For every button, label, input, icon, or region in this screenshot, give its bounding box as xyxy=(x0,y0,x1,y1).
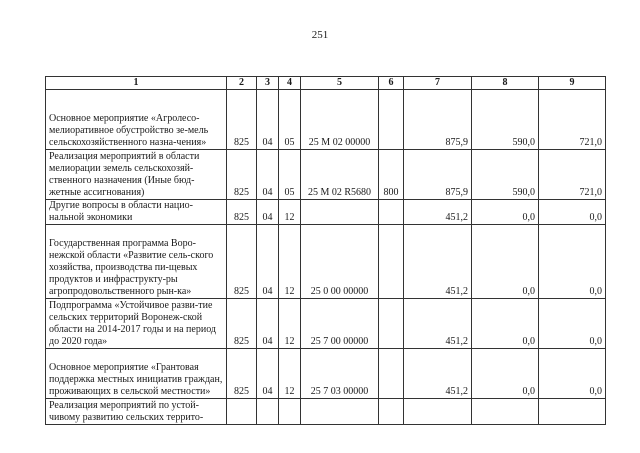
cell-ministry: 825 xyxy=(227,299,257,349)
cell-amount-3: 0,0 xyxy=(539,225,606,299)
row-name: Реализация мероприятий по устой-чивому развитию сельских террито- xyxy=(46,399,227,425)
cell-subsection: 05 xyxy=(279,90,301,150)
cell-section: 04 xyxy=(257,225,279,299)
cell-section: 04 xyxy=(257,200,279,225)
cell-amount-3: 721,0 xyxy=(539,150,606,200)
column-header: 9 xyxy=(539,77,606,90)
cell-target-article: 25 7 03 00000 xyxy=(301,349,379,399)
table-row xyxy=(46,299,606,349)
column-header: 7 xyxy=(404,77,472,90)
cell-ministry: 825 xyxy=(227,90,257,150)
cell-subsection: 12 xyxy=(279,349,301,399)
cell-amount-2 xyxy=(472,399,539,425)
column-header: 6 xyxy=(379,77,404,90)
cell-section: 04 xyxy=(257,299,279,349)
cell-ministry: 825 xyxy=(227,349,257,399)
column-header: 4 xyxy=(279,77,301,90)
column-header: 1 xyxy=(46,77,227,90)
cell-expense-type xyxy=(379,225,404,299)
cell-expense-type xyxy=(379,349,404,399)
column-header: 8 xyxy=(472,77,539,90)
cell-amount-2: 0,0 xyxy=(472,299,539,349)
cell-target-article: 25 7 00 00000 xyxy=(301,299,379,349)
cell-section: 04 xyxy=(257,349,279,399)
cell-section: 04 xyxy=(257,90,279,150)
cell-subsection xyxy=(279,399,301,425)
cell-amount-3: 0,0 xyxy=(539,349,606,399)
row-name: Другие вопросы в области нацио-нальной экономики xyxy=(46,200,227,225)
page-number: 251 xyxy=(311,29,329,41)
cell-amount-1: 875,9 xyxy=(404,150,472,200)
row-name: Государственная программа Воро-нежской области «Развитие сель-ского хозяйства, производства пи-щевых продуктов и инфраструкту-ры агропродовольственного рын-ка» xyxy=(46,225,227,299)
table-row xyxy=(46,349,606,399)
cell-expense-type xyxy=(379,90,404,150)
cell-target-article: 25 М 02 R5680 xyxy=(301,150,379,200)
cell-amount-1: 875,9 xyxy=(404,90,472,150)
column-header: 3 xyxy=(257,77,279,90)
row-name: Подпрограмма «Устойчивое разви-тие сельских территорий Воронеж-ской области на 2014-2017 годы и на период до 2020 года» xyxy=(46,299,227,349)
cell-amount-1: 451,2 xyxy=(404,349,472,399)
table-row xyxy=(46,200,606,225)
cell-amount-2: 590,0 xyxy=(472,150,539,200)
cell-ministry: 825 xyxy=(227,150,257,200)
row-name: Реализация мероприятий в области мелиорации земель сельскохозяй-ственного назначения (Иные бюд-жетные ассигнования) xyxy=(46,150,227,200)
column-header: 5 xyxy=(301,77,379,90)
table-row xyxy=(46,150,606,200)
cell-subsection: 12 xyxy=(279,299,301,349)
table-row xyxy=(46,90,606,150)
cell-amount-3 xyxy=(539,399,606,425)
cell-amount-2: 0,0 xyxy=(472,200,539,225)
budget-table xyxy=(45,76,606,425)
cell-target-article xyxy=(301,200,379,225)
cell-amount-3: 0,0 xyxy=(539,299,606,349)
cell-subsection: 05 xyxy=(279,150,301,200)
cell-expense-type xyxy=(379,399,404,425)
cell-amount-3: 721,0 xyxy=(539,90,606,150)
cell-amount-1: 451,2 xyxy=(404,225,472,299)
cell-section: 04 xyxy=(257,150,279,200)
table-row xyxy=(46,225,606,299)
header-row xyxy=(46,77,606,90)
cell-target-article: 25 0 00 00000 xyxy=(301,225,379,299)
cell-amount-1 xyxy=(404,399,472,425)
cell-amount-1: 451,2 xyxy=(404,200,472,225)
cell-target-article xyxy=(301,399,379,425)
table-row xyxy=(46,399,606,425)
cell-target-article: 25 М 02 00000 xyxy=(301,90,379,150)
cell-amount-2: 590,0 xyxy=(472,90,539,150)
row-name: Основное мероприятие «Грантовая поддержка местных инициатив граждан, проживающих в сельской местности» xyxy=(46,349,227,399)
cell-amount-2: 0,0 xyxy=(472,225,539,299)
cell-section xyxy=(257,399,279,425)
cell-ministry: 825 xyxy=(227,200,257,225)
cell-amount-1: 451,2 xyxy=(404,299,472,349)
cell-ministry: 825 xyxy=(227,225,257,299)
cell-subsection: 12 xyxy=(279,225,301,299)
cell-expense-type: 800 xyxy=(379,150,404,200)
cell-amount-3: 0,0 xyxy=(539,200,606,225)
cell-ministry xyxy=(227,399,257,425)
column-header: 2 xyxy=(227,77,257,90)
cell-expense-type xyxy=(379,200,404,225)
cell-amount-2: 0,0 xyxy=(472,349,539,399)
cell-expense-type xyxy=(379,299,404,349)
cell-subsection: 12 xyxy=(279,200,301,225)
row-name: Основное мероприятие «Агролесо-мелиоративное обустройство зе-мель сельскохозяйственного назна-чения» xyxy=(46,90,227,150)
